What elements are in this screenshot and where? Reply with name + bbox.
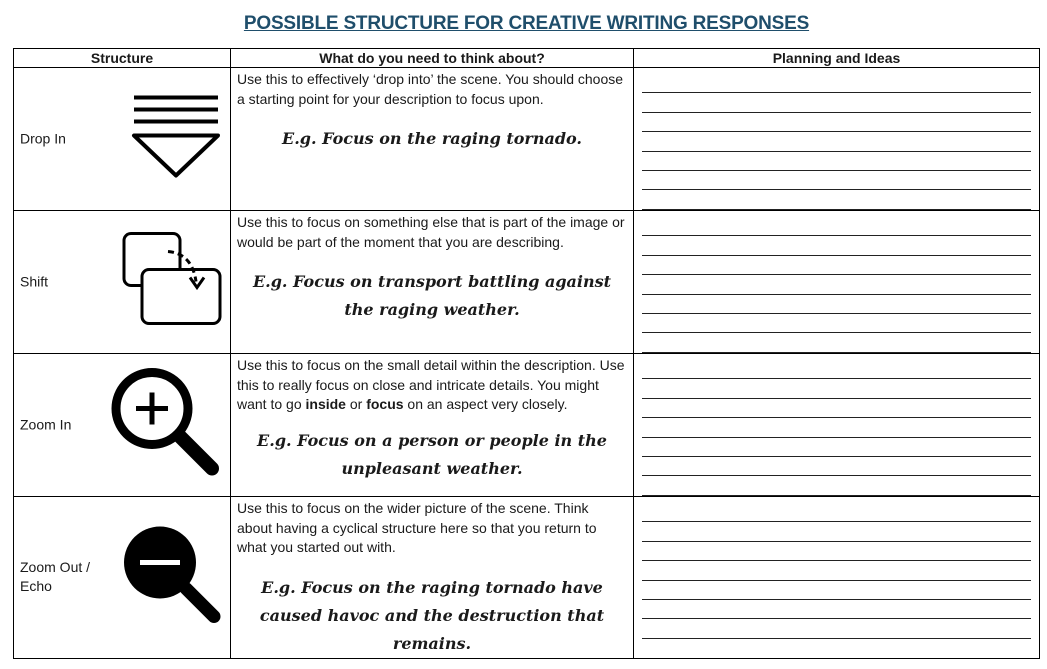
think-text: Use this to focus on something else that is part of the image or would be part of the moment that you are describing. <box>237 214 625 250</box>
structure-table <box>13 48 1040 659</box>
table-row <box>14 354 1040 497</box>
example-text: E.g. Focus on a person or people in the unpleasant weather. <box>257 430 607 478</box>
planning-lines[interactable] <box>634 68 1040 211</box>
think-cell <box>231 211 634 354</box>
structure-label: Drop In <box>20 130 66 147</box>
structure-label: Zoom In <box>20 416 72 433</box>
header-think: What do you need to think about? <box>231 49 634 68</box>
page-title: POSSIBLE STRUCTURE FOR CREATIVE WRITING RESPONSES <box>243 13 810 34</box>
think-text: Use this to focus on the small detail within the description. Use this to really focus on close and intricate details. You might want to go inside or focus on an aspect very closely. <box>237 357 625 412</box>
think-cell <box>231 68 634 211</box>
structure-cell <box>14 354 231 497</box>
structure-cell <box>14 68 231 211</box>
think-text: Use this to effectively ‘drop into’ the scene. You should choose a starting point for your description to focus upon. <box>237 71 624 107</box>
zoom-out-icon <box>120 525 224 630</box>
planning-lines[interactable] <box>634 354 1040 497</box>
structure-label: Shift <box>20 273 49 290</box>
header-planning: Planning and Ideas <box>634 49 1040 68</box>
structure-cell <box>14 211 231 354</box>
think-text: Use this to focus on the wider picture of the scene. Think about having a cyclical structure here so that you return to what you started out with. <box>237 500 597 555</box>
table-row <box>14 68 1040 211</box>
planning-lines[interactable] <box>634 497 1040 659</box>
think-cell <box>231 497 634 659</box>
planning-lines[interactable] <box>634 211 1040 354</box>
example-text: E.g. Focus on the raging tornado have caused havoc and the destruction that remains. <box>259 577 605 653</box>
example-text: E.g. Focus on transport battling against the raging weather. <box>252 272 612 319</box>
table-row <box>14 211 1040 354</box>
example-text: E.g. Focus on the raging tornado. <box>282 129 582 148</box>
shift-icon <box>120 230 224 335</box>
structure-label: Zoom Out / Echo <box>20 559 91 595</box>
header-row <box>14 49 1040 68</box>
structure-cell <box>14 497 231 659</box>
zoom-in-icon <box>108 365 224 486</box>
header-structure: Structure <box>14 49 231 68</box>
table-row <box>14 497 1040 659</box>
drop-in-icon <box>128 92 224 187</box>
think-cell <box>231 354 634 497</box>
